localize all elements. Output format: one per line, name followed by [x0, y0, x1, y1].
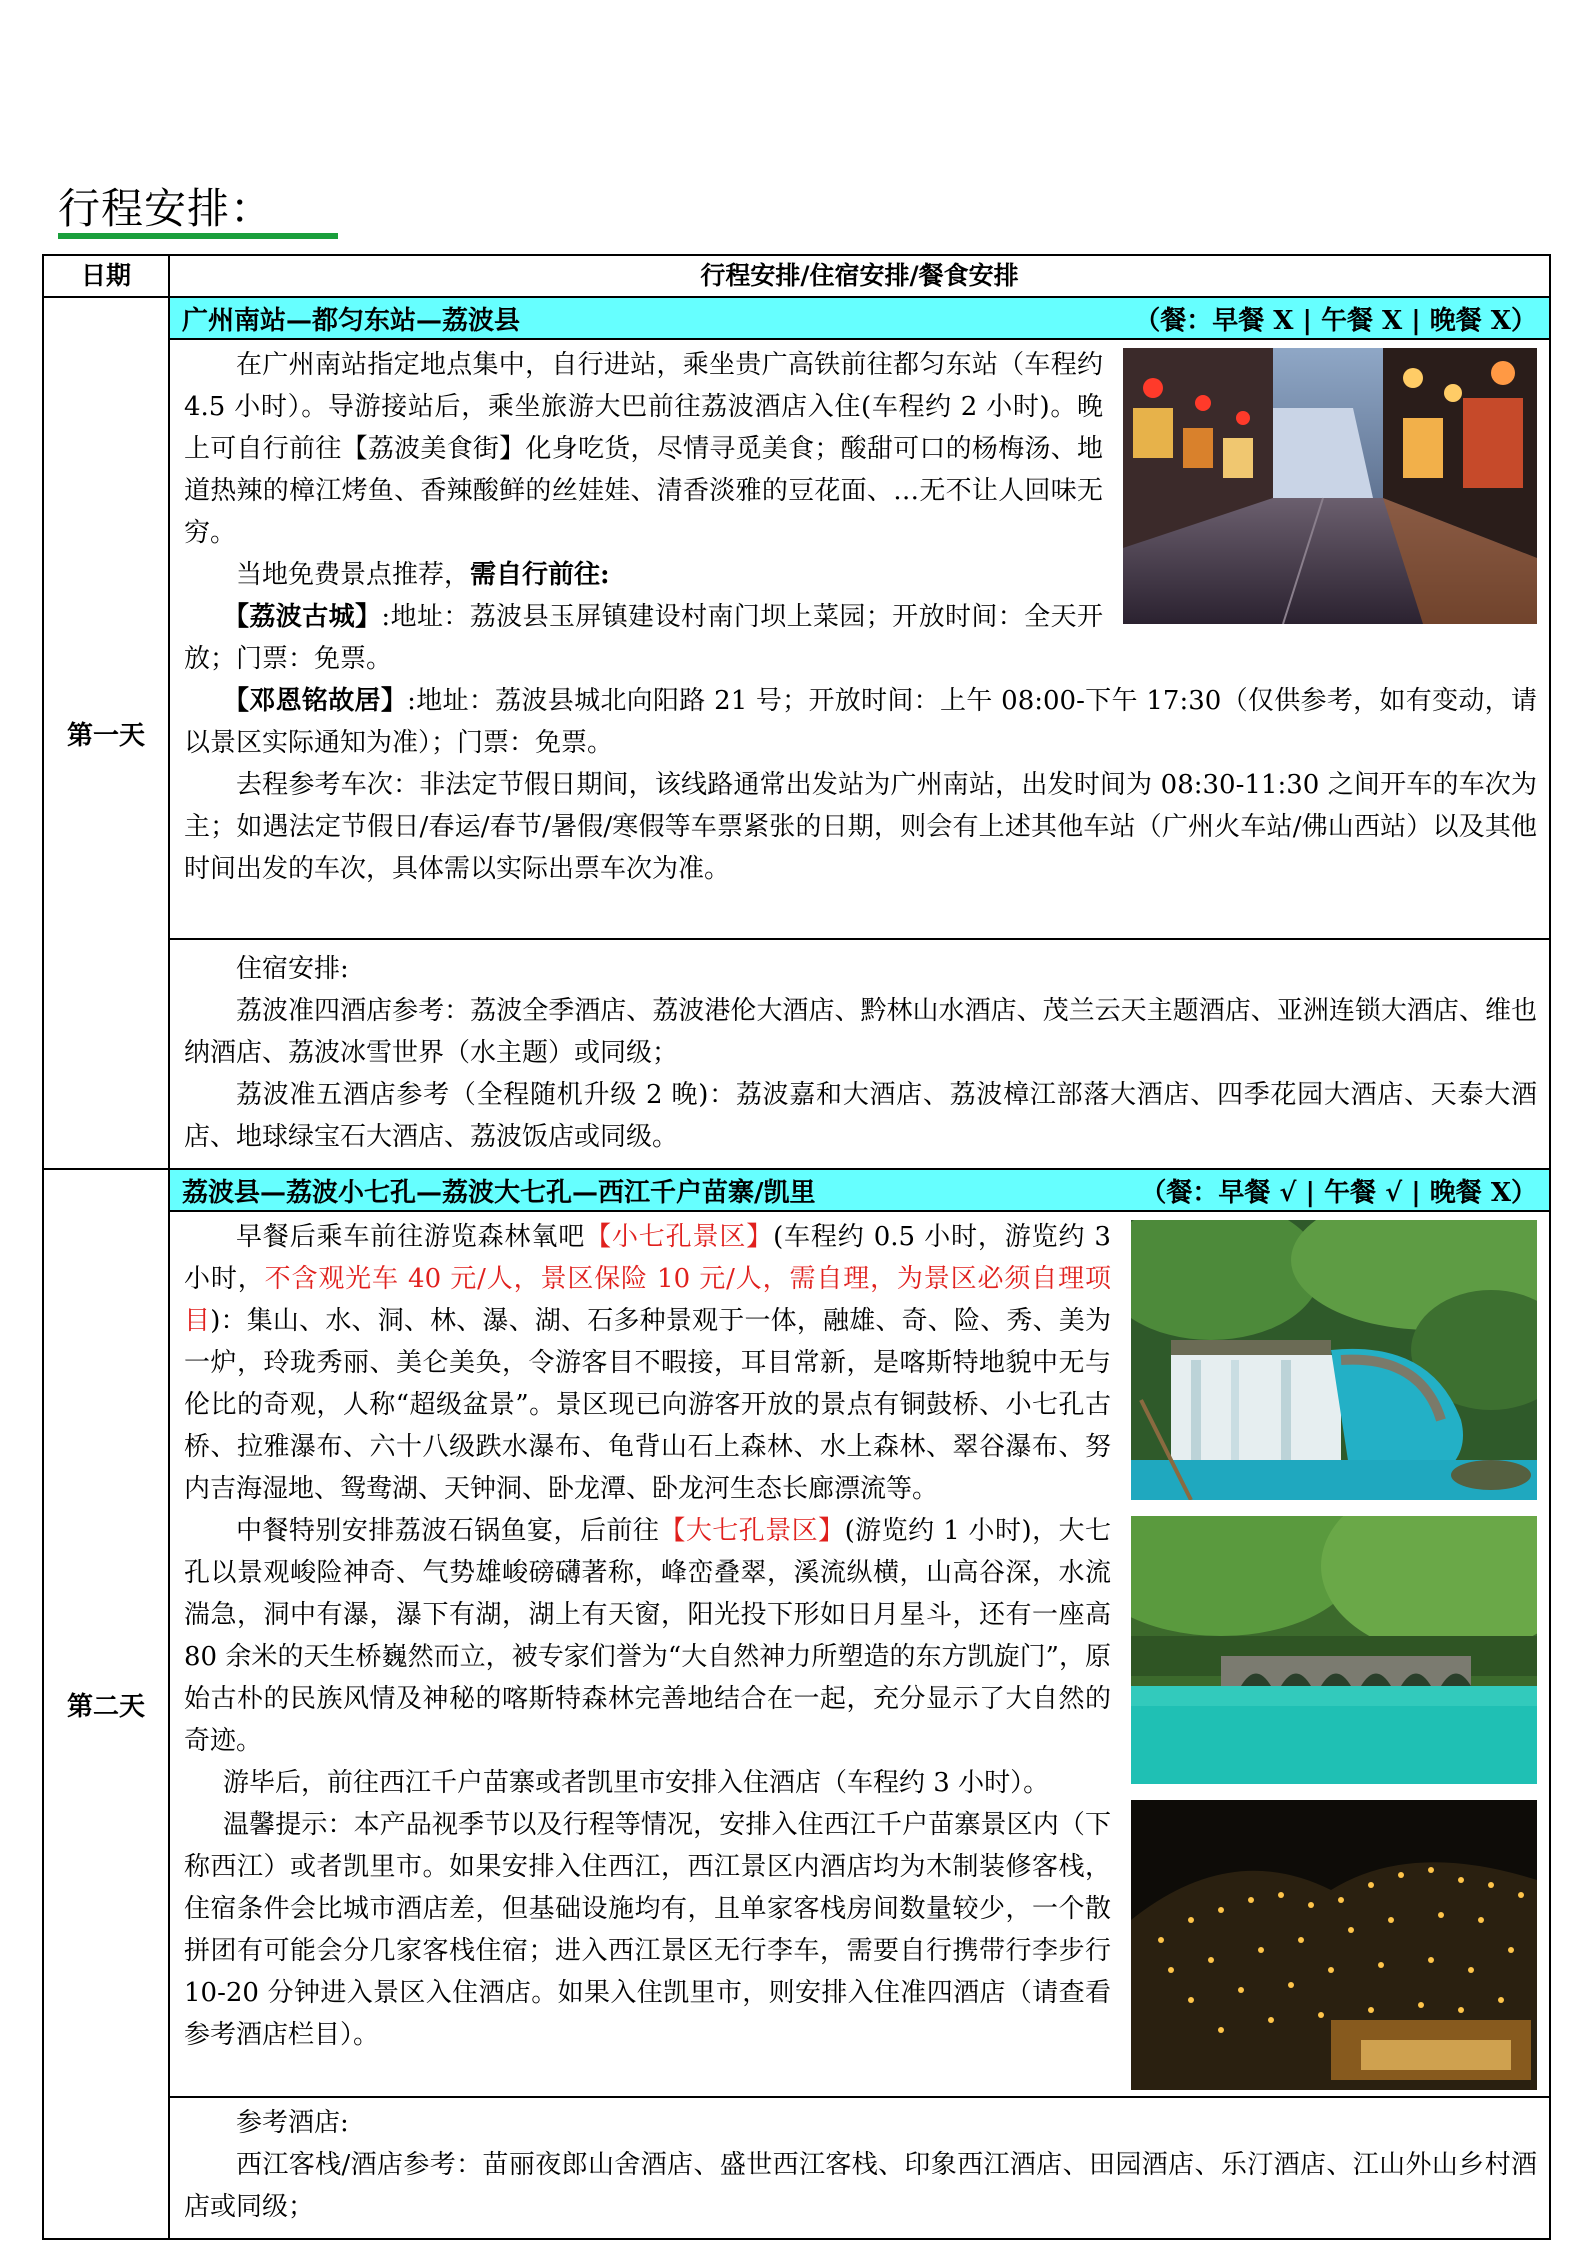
street-night-photo: [1123, 348, 1537, 624]
day1-stay-title: 住宿安排:: [236, 954, 349, 984]
day2-p2-intro: 中餐特别安排荔波石锅鱼宴，后前往: [236, 1516, 660, 1546]
stone-bridge-photo: [1131, 1516, 1537, 1784]
header-schedule: 行程安排/住宿安排/餐食安排: [169, 255, 1550, 297]
day1-itinerary-cell: [169, 297, 1550, 939]
day1-route-bar: [170, 298, 1549, 340]
day2-p1-duration: (车程约 0.5 小时，游览约 3 小时，: [184, 1222, 1111, 1294]
header-date: 日期: [43, 255, 169, 297]
day1-stay-5star: 荔波准五酒店参考（全程随机升级 2 晚)：荔波嘉和大酒店、荔波樟江部落大酒店、四季花园大酒店、天泰大酒店、地球绿宝石大酒店、荔波饭店或同级。: [184, 1080, 1537, 1152]
day1-route: 广州南站—都匀东站—荔波县: [182, 305, 521, 336]
page-title: 行程安排：: [58, 184, 274, 233]
day1-self-travel-note: 需自行前往:: [470, 560, 610, 590]
title-underline: [58, 233, 338, 239]
spot-big-seven-arch: 【大七孔景区】: [659, 1516, 845, 1546]
day1-label: 第一天: [43, 297, 169, 1169]
waterfall-photo: [1131, 1220, 1537, 1500]
day2-meals: （餐：早餐 √ | 午餐 √ | 晚餐 X）: [1140, 1177, 1537, 1208]
day2-stay-cell: [169, 2097, 1550, 2239]
spot-small-seven-arch: 【小七孔景区】: [585, 1222, 774, 1252]
village-night-photo: [1131, 1800, 1537, 2090]
day2-hotel-transfer: 游毕后，前往西江千户苗寨或者凯里市安排入住酒店（车程约 3 小时）。: [223, 1768, 1050, 1798]
spot-deng-enming-residence: 【邓恩铭故居】: [223, 686, 408, 716]
day1-stay-cell: [169, 939, 1550, 1169]
table-header-row: [43, 255, 1550, 297]
day1-meals: （餐：早餐 X | 午餐 X | 晚餐 X）: [1134, 305, 1537, 336]
day2-content: [170, 1212, 1549, 2066]
day2-route: 荔波县—荔波小七孔—荔波大七孔—西江千户苗寨/凯里: [182, 1177, 816, 1208]
day2-row: [43, 1169, 1550, 2097]
day2-p1-extra-fee-note: 不含观光车 40 元/人，景区保险 10 元/人，需自理，为景区必须自理项目: [184, 1264, 1111, 1336]
day2-stay-hotels: 西江客栈/酒店参考：苗丽夜郎山舍酒店、盛世西江客栈、印象西江酒店、田园酒店、乐汀酒店、江山外山乡村酒店或同级；: [184, 2150, 1537, 2222]
spot-libo-old-town-info: :地址：荔波县玉屏镇建设村南门坝上菜园；开放时间：全天开放；门票：免票。: [184, 602, 1103, 674]
day1-train-reference: 去程参考车次：非法定节假日期间，该线路通常出发站为广州南站，出发时间为 08:30-11:30 之间开车的车次为主；如遇法定节假日/春运/春节/暑假/寒假等车票紧张的日期，则会有上述其他车站（广州火车站/佛山西站）以及其他时间出发的车次，具体需以实际出票车次为准。: [184, 770, 1537, 884]
day1-paragraph-1: 在广州南站指定地点集中，自行进站，乘坐贵广高铁前往都匀东站（车程约 4.5 小时）。导游接站后，乘坐旅游大巴前往荔波酒店入住(车程约 2 小时)。晚上可自行前往【荔波美食街】化身吃货，尽情寻觅美食；酸甜可口的杨梅汤、地道热辣的樟江烤鱼、香辣酸鲜的丝娃娃、清香淡雅的豆花面、…无不让人回味无穷。: [184, 350, 1103, 548]
itinerary-table: [42, 254, 1551, 2240]
day2-photo-column: [1131, 1220, 1537, 2090]
day2-stay-title: 参考酒店:: [236, 2108, 349, 2138]
day2-stay-row: [43, 2097, 1550, 2239]
day2-warm-tip: 温馨提示：本产品视季节以及行程等情况，安排入住西江千户苗寨景区内（下称西江）或者凯里市。如果安排入住西江，西江景区内酒店均为木制装修客栈，住宿条件会比城市酒店差，但基础设施均有，且单家客栈房间数量较少，一个散拼团有可能会分几家客栈住宿；进入西江景区无行李车，需要自行携带行李步行 10-20 分钟进入景区入住酒店。如果入住凯里市，则安排入住准四酒店（请查看参考酒店栏目）。: [184, 1810, 1111, 2050]
spot-libo-old-town: 【荔波古城】: [223, 602, 382, 632]
day2-label: 第二天: [43, 1169, 169, 2239]
day2-p1-intro: 早餐后乘车前往游览森林氧吧: [236, 1222, 586, 1252]
day1-recommend-text: 当地免费景点推荐，: [236, 560, 471, 590]
day2-itinerary-cell: [169, 1169, 1550, 2097]
day2-p1-description: )：集山、水、洞、林、瀑、湖、石多种景观于一体，融雄、奇、险、秀、美为一炉，玲珑秀丽、美仑美奂，令游客目不暇接，耳目常新，是喀斯特地貌中无与伦比的奇观，人称“超级盆景”。景区现已向游客开放的景点有铜鼓桥、小七孔古桥、拉雅瀑布、六十八级跌水瀑布、龟背山石上森林、水上森林、翠谷瀑布、努内吉海湿地、鸳鸯湖、天钟洞、卧龙潭、卧龙河生态长廊漂流等。: [184, 1306, 1111, 1504]
day2-route-bar: [170, 1170, 1549, 1212]
day2-p2-description: (游览约 1 小时)，大七孔以景观峻险神奇、气势雄峻磅礴著称，峰峦叠翠，溪流纵横，山高谷深，水流湍急，洞中有瀑，瀑下有湖，湖上有天窗，阳光投下形如日月星斗，还有一座高 80 余米的天生桥巍然而立，被专家们誉为“大自然神力所塑造的东方凯旋门”，原始古朴的民族风情及神秘的喀斯特森林完善地结合在一起，充分显示了大自然的奇迹。: [184, 1516, 1111, 1756]
spot-deng-enming-info: :地址：荔波县城北向阳路 21 号；开放时间：上午 08:00-下午 17:30（仅供参考，如有变动，请以景区实际通知为准）；门票：免票。: [184, 686, 1537, 758]
day1-row: [43, 297, 1550, 939]
day1-stay-4star: 荔波准四酒店参考：荔波全季酒店、荔波港伦大酒店、黔林山水酒店、茂兰云天主题酒店、亚洲连锁大酒店、维也纳酒店、荔波冰雪世界（水主题）或同级；: [184, 996, 1537, 1068]
day1-content: [170, 340, 1549, 900]
day1-stay-row: [43, 939, 1550, 1169]
